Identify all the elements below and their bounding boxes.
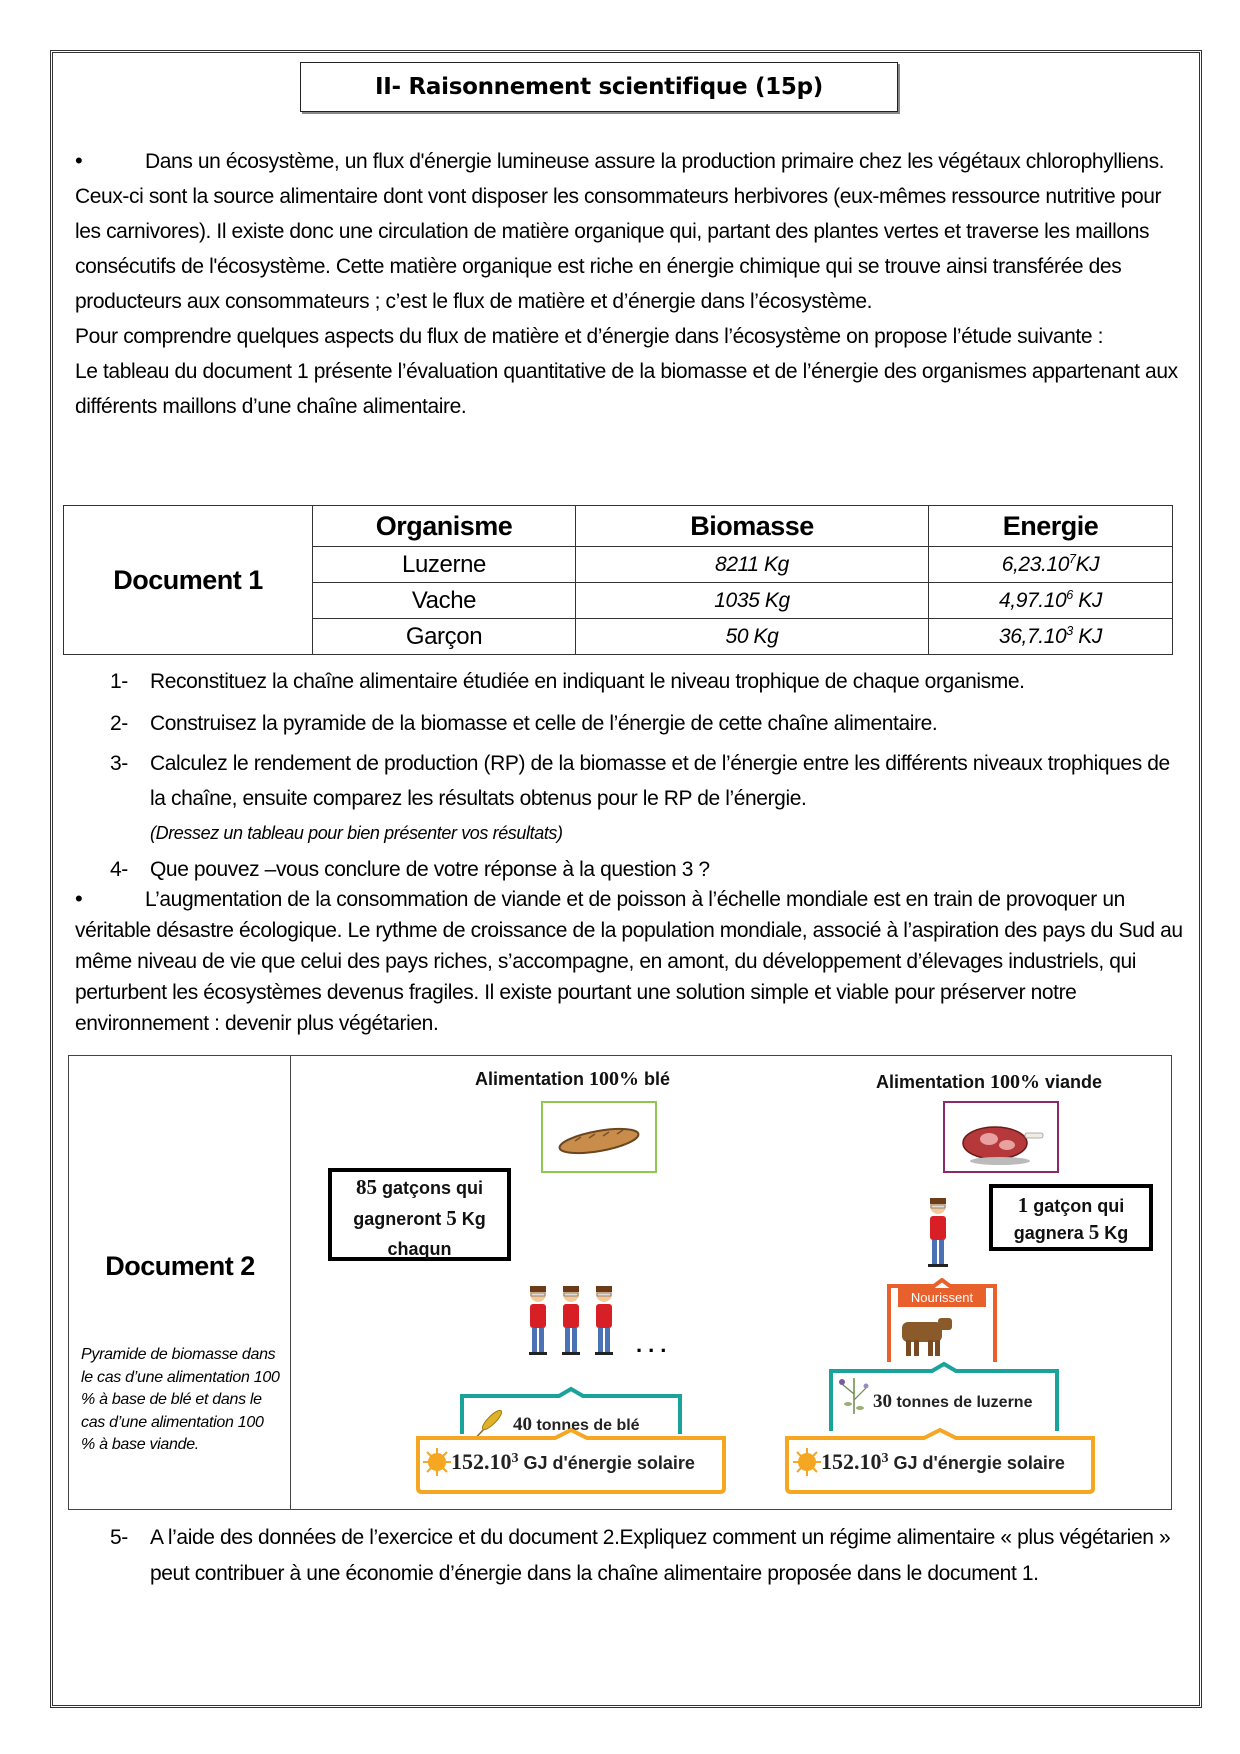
energy-cell: 36,7.10$^3$ KJ bbox=[929, 619, 1173, 655]
bullet-icon bbox=[75, 143, 145, 179]
biomass-cell: 8211 Kg bbox=[576, 547, 929, 583]
intro-paragraph-1: •Dans un écosystème, un flux d'énergie lumineuse assure la production primaire chez les végétaux chlorophylliens. Ceux-ci sont la source alimentaire dont vont disposer les consommateurs herbivores (eux-mêmes ressource nutritive pour les carnivores). Il existe donc une circulation de matière organique qui, partant des plantes vertes et traverse les maillons consécutifs de l'écosystème. Cette matière organique est riche en énergie chimique qui se trouve ainsi transférée des producteurs aux consommateurs ; c’est le flux de matière et d’énergie dans l’écosystème. bbox=[75, 143, 1185, 319]
intro-paragraph-3: Le tableau du document 1 présente l’évaluation quantitative de la biomasse et de l’énergie des organismes appartenant aux différents maillons d’une chaîne alimentaire. bbox=[75, 360, 1178, 418]
wheat-producer-label: 40 tonnes de blé bbox=[513, 1414, 640, 1435]
document1-table bbox=[63, 505, 1173, 655]
wheat-scenario-title: Alimentation 100% blé bbox=[475, 1068, 671, 1090]
biomass-cell: 1035 Kg bbox=[576, 583, 929, 619]
wheat-energy-label: 152.10$^3$ GJ d'énergie solaire bbox=[451, 1449, 695, 1474]
question-3-hint: (Dressez un tableau pour bien présenter vos résultats) bbox=[150, 823, 563, 843]
header-organism: Organisme bbox=[313, 506, 576, 547]
document2-label: Document 2 bbox=[105, 1251, 255, 1281]
meat-energy-label: 152.10$^3$ GJ d'énergie solaire bbox=[821, 1449, 1065, 1474]
organism-cell: Garçon bbox=[313, 619, 576, 655]
section-title bbox=[300, 62, 898, 112]
context2-text bbox=[75, 883, 1185, 1039]
biomass-pyramid-diagram bbox=[291, 1056, 1171, 1509]
meat-icon bbox=[945, 1103, 1057, 1171]
meat-callout: 1 gatçon qui gagnera 5 Kg bbox=[989, 1184, 1153, 1251]
context2-paragraph: •L’augmentation de la consommation de viande et de poisson à l’échelle mondiale est en train de provoquer un véritable désastre écologique. Le rythme de croissance de la population mondiale, associé à l’aspiration des pays du Sud au même niveau de vie que celui des pays riches, s’accompagne, en amont, du développement d’élevages industriels, qui perturbent les écosystèmes devenus fragiles. Il existe pourtant une solution simple et viable pour préserver notre environnement : devenir plus végétarien. bbox=[75, 883, 1185, 1039]
question-2: 2- Construisez la pyramide de la biomasse et celle de l’énergie de cette chaîne alimentaire. bbox=[110, 712, 938, 735]
wheat-callout: 85 gatçons qui gagneront 5 Kg chaqun bbox=[328, 1168, 511, 1261]
alfalfa-icon bbox=[836, 1374, 872, 1416]
bread-image-frame bbox=[541, 1101, 657, 1173]
cow-icon bbox=[898, 1314, 958, 1360]
boy-icon bbox=[923, 1196, 953, 1276]
question-5: 5- A l’aide des données de l’exercice et du document 2.Expliquez comment un régime alimentaire « plus végétarien » peut contribuer à une économie d’énergie dans la chaîne alimentaire proposée dans le document 1. bbox=[110, 1526, 1171, 1585]
meat-image-frame bbox=[943, 1101, 1059, 1173]
document1-label: Document 1 bbox=[64, 506, 313, 655]
section-title-text: II- Raisonnement scientifique (15p) bbox=[375, 74, 823, 100]
organism-cell: Luzerne bbox=[313, 547, 576, 583]
energy-cell: 6,23.10$^7$KJ bbox=[929, 547, 1173, 583]
question-3: 3- Calculez le rendement de production (RP) de la biomasse et de l’énergie entre les différents niveaux trophiques de la chaîne, ensuite comparez les résultats obtenus pour le RP de l’énergie. (Dressez un tableau pour bien présenter vos résultats) bbox=[110, 746, 1190, 851]
bread-icon bbox=[543, 1103, 655, 1171]
intro-paragraph-2: Pour comprendre quelques aspects du flux de matière et d’énergie dans l’écosystème on propose l’étude suivante : bbox=[75, 325, 1104, 348]
bullet-icon bbox=[75, 883, 145, 915]
organism-cell: Vache bbox=[313, 583, 576, 619]
document2-box bbox=[68, 1055, 1172, 1510]
boys-group-icon bbox=[526, 1284, 646, 1364]
question-4: 4- Que pouvez –vous conclure de votre réponse à la question 3 ? bbox=[110, 858, 710, 881]
table-header-row bbox=[64, 506, 1173, 547]
header-energy: Energie bbox=[929, 506, 1173, 547]
intro-text bbox=[75, 143, 1185, 424]
document2-left-cell bbox=[69, 1056, 291, 1509]
nourissent-label: Nourissent bbox=[898, 1288, 986, 1307]
sun-icon bbox=[423, 1448, 451, 1476]
meat-scenario-title: Alimentation 100% viande bbox=[876, 1071, 1103, 1093]
question-1: 1- Reconstituez la chaîne alimentaire étudiée en indiquant le niveau trophique de chaque organisme. bbox=[110, 670, 1025, 693]
biomass-cell: 50 Kg bbox=[576, 619, 929, 655]
document2-caption: Pyramide de biomasse dans le cas d’une alimentation 100 % à base de blé et dans le cas d’une alimentation 100 % à base viande. bbox=[81, 1346, 280, 1453]
energy-cell: 4,97.10$^6$ KJ bbox=[929, 583, 1173, 619]
header-biomass: Biomasse bbox=[576, 506, 929, 547]
ellipsis: ... bbox=[636, 1332, 673, 1357]
sun-icon bbox=[793, 1448, 821, 1476]
meat-producer-label: 30 tonnes de luzerne bbox=[873, 1391, 1033, 1412]
